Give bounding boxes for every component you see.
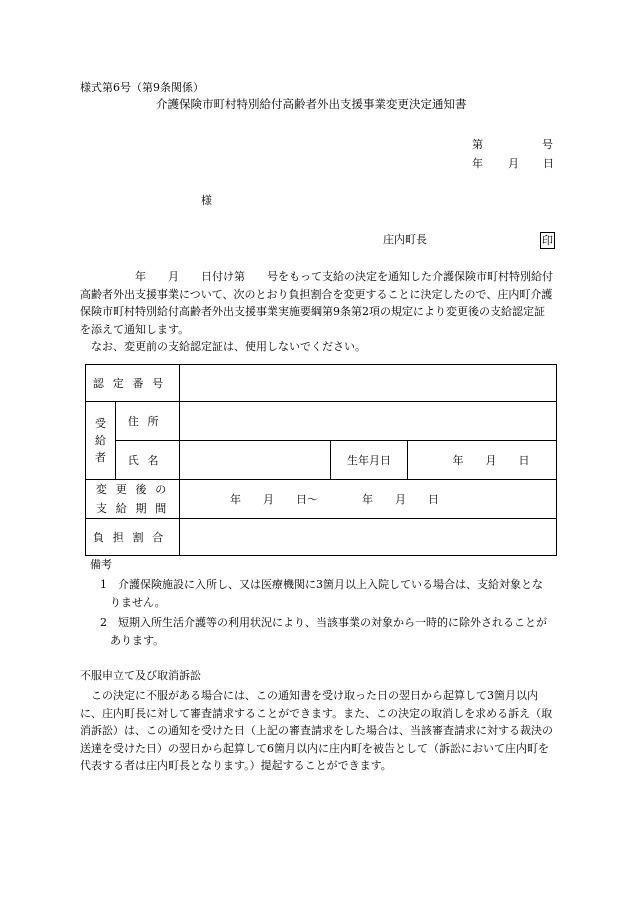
form-number: 様式第6号（第9条関係） (80, 81, 204, 94)
payment-period-label: 変更後の 支給期間 (86, 480, 180, 519)
doc-number-suffix: 号 (542, 138, 553, 151)
seal-mark: 印 (542, 234, 553, 247)
note-item-2: 2 短期入所生活介護等の利用状況により、当該事業の対象から一時的に除外されることがあります。 (100, 616, 547, 647)
name-value (180, 441, 331, 480)
date-month: 月 (508, 157, 519, 170)
birth-date-value: 年 月 日 (408, 441, 557, 480)
certification-table (85, 364, 557, 556)
recipient-suffix: 様 (201, 194, 212, 207)
note-item-1: 1 介護保険施設に入所し、又は医療機関に3箇月以上入院している場合は、支給対象となりません。 (100, 578, 543, 609)
recipient-label: 受給者 (86, 402, 116, 480)
body-paragraph-2: なお、変更前の支給認定証は、使用しないでください。 (80, 340, 366, 353)
address-label: 住所 (116, 402, 180, 441)
date-day: 日 (543, 157, 554, 170)
document-title: 介護保険市町村特別給付高齢者外出支援事業変更決定通知書 (156, 97, 467, 111)
payment-period-value: 年 月 日〜 年 月 日 (180, 480, 557, 519)
burden-ratio-value (180, 519, 557, 556)
body-paragraphs (80, 268, 554, 356)
address-value (180, 402, 557, 441)
name-label: 氏名 (116, 441, 180, 480)
doc-number-prefix: 第 (472, 138, 483, 151)
cert-number-value (180, 365, 557, 402)
notes-heading: 備考 (90, 558, 112, 571)
appeal-heading: 不服申立て及び取消訴訟 (80, 669, 201, 682)
burden-ratio-label: 負担割合 (86, 519, 180, 556)
issuer-name: 庄内町長 (383, 233, 427, 246)
date-year: 年 (472, 157, 483, 170)
birth-date-label: 生年月日 (331, 441, 408, 480)
body-paragraph-1: 年 月 日付け第 号をもって支給の決定を通知した介護保険市町村特別給付高齢者外出支援事業について、次のとおり負担割合を変更することに決定したので、庄内町介護保険市町村特別給付高齢者外出支援事業実施要綱第9条第2項の規定により変更後の支給認定証を添えて通知します。 (80, 270, 553, 336)
appeal-text: この決定に不服がある場合には、この通知書を受け取った日の翌日から起算して3箇月以内に、庄内町長に対して審査請求することができます。また、この決定の取消しを求める訴え（取消訴訟）は、この通知を受けた日（上記の審査請求をした場合は、当該審査請求に対する裁決の送達を受けた日）の翌日から起算して6箇月以内に庄内町を被告として（訴訟において庄内町を代表する者は庄内町長となります。）提起することができます。 (80, 689, 553, 772)
cert-number-label: 認定番号 (86, 365, 180, 402)
